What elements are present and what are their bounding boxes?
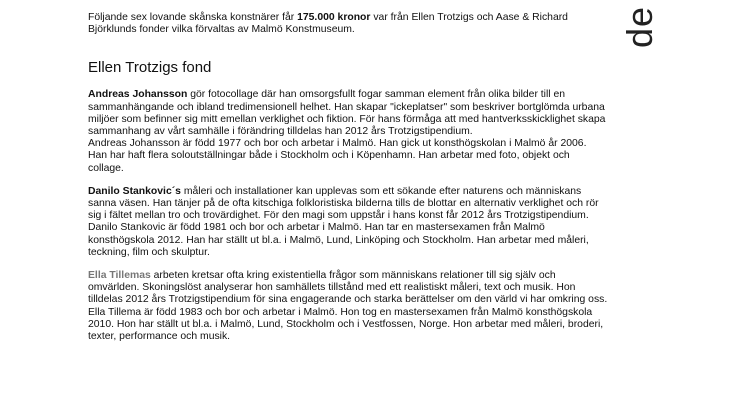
artist-description-text: arbeten kretsar ofta kring existentiella frågor som människans relationer till sig själv och omvärlden. Skoningslöst analyserar hon samhällets tillstånd med ett realistiskt måleri, text och musik. Hon tilldelas 2012 års Trotzigstipendium för sina engagerande och starka berättelser om den värld vi har omkring oss.	[88, 270, 608, 306]
artist-description	[88, 89, 608, 138]
artist-description-text: måleri och installationer kan upplevas som ett sökande efter naturens och människans sanna väsen. Han tänjer på de ofta kitschiga folkloristiska bilderna tills de blottar en alternativ verklighet och rör sig i fältet mellan tro och trovärdighet. För den magi som uppstår i hans konst får 2012 års Trotzigstipendium.	[88, 185, 599, 222]
artist-bio: Andreas Johansson är född 1977 och bor och arbetar i Malmö. Han gick ut konsthögskolan i Malmö år 2006. Han har haft flera soloutställningar både i Stockholm och i Köpenhamn. Han arbetar med foto, objekt och collage.	[88, 138, 587, 174]
artist-entry-andreas	[88, 89, 608, 174]
artist-entry-danilo	[88, 186, 608, 259]
artist-bio: Ella Tillema är född 1983 och bor och arbetar i Malmö. Hon tog en mastersexamen från Malmö konsthögskola 2010. Hon har ställt ut bl.a. i Malmö, Lund, Stockholm och i Vestfossen, Norge. Hon arbetar med måleri, broderi, texter, performance och musik.	[88, 306, 604, 343]
artist-name: Andreas Johansson	[88, 89, 188, 101]
intro-paragraph	[88, 12, 608, 36]
artist-entry-ella	[88, 270, 608, 343]
artist-description-text: gör fotocollage där han omsorgsfullt fogar samman element från olika bilder till en sammanhängande och ibland tredimensionell helhet. Han skapar "ickeplatser" som beskriver bortglömda urbana miljöer som befinner sig mitt emellan verklighet och fiktion. För hans förmåga att med hantverksskicklighet skapa sammanhang av vårt samhälle i förändring tilldelas han 2012 års Trotzigstipendium.	[88, 89, 606, 138]
artist-description	[88, 270, 608, 307]
vertical-side-label: de	[619, 5, 660, 48]
artist-description	[88, 186, 608, 223]
intro-text-before: Följande sex lovande skånska konstnärer får	[88, 12, 298, 23]
intro-amount: 175.000 kronor	[297, 12, 371, 23]
intro-text-after: var från Ellen Trotzigs och Aase & Richard Björklunds fonder vilka förvaltas av Malmö Konstmuseum.	[88, 12, 568, 36]
artist-name: Danilo Stankovic´s	[88, 185, 181, 197]
artist-name: Ella Tillemas	[88, 270, 151, 282]
section-title: Ellen Trotzigs fond	[88, 59, 212, 77]
document-body	[88, 12, 608, 354]
artist-bio: Danilo Stankovic är född 1981 och bor och arbetar i Malmö. Han tar en mastersexamen från Malmö konsthögskola 2012. Han har ställt ut bl.a. i Malmö, Lund, Linköping och Stockholm. Han arbetar med måleri, teckning, film och skulptur.	[88, 222, 589, 258]
